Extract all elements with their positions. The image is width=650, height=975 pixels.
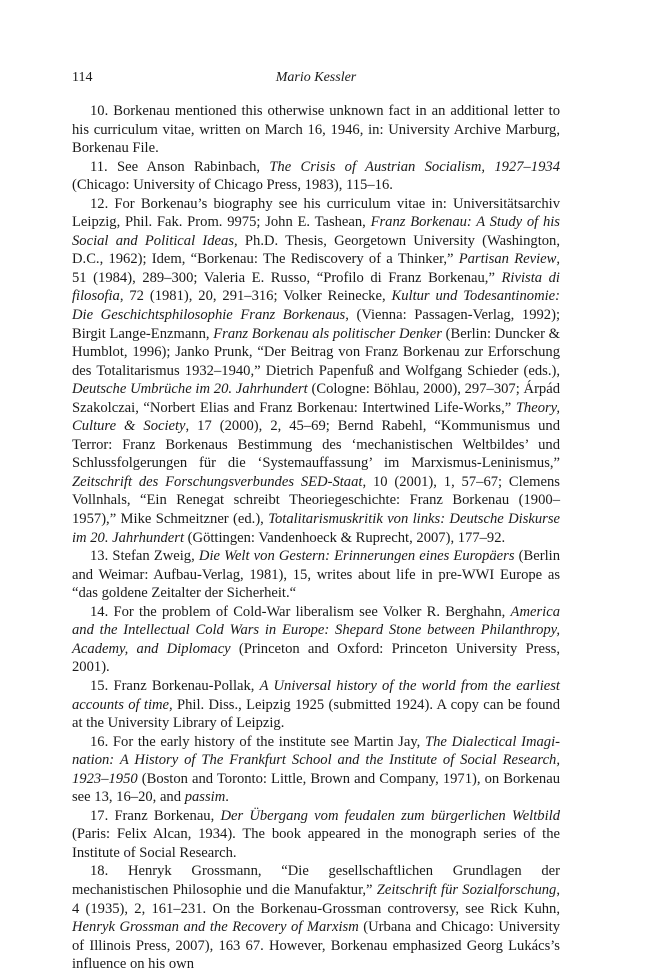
italic-title: passim — [184, 789, 226, 806]
note-text: , 51 (1984), 289–300; Valeria E. Russo, “Profilo di Franz Borkenau,” — [72, 251, 560, 286]
italic-title: The Crisis of Austrian Socialism, 1927–1934 — [269, 158, 560, 175]
note-text: 12. For Borkenau’s biography see his curriculum vitae in: Universitätsarchiv Leipzig, Phil. Fak. Prom. 9975; John E. Tashean, — [72, 195, 560, 231]
note-text: 14. For the problem of Cold-War liberalism see Volker R. Berghahn, — [90, 603, 511, 620]
note-text: (Boston and Toronto: Little, Brown and Company, 1971), on Borkenau see 13, 16–20, and — [72, 770, 560, 806]
note-text: (Princeton and Oxford: Princeton University Press, 2001). — [72, 640, 560, 676]
page-header — [72, 70, 560, 90]
note-text: . — [225, 789, 229, 806]
endnote-15 — [72, 677, 560, 733]
note-text: , Phil. Diss., Leipzig 1925 (submitted 1924). A copy can be found at the University Library of Leipzig. — [72, 696, 561, 732]
italic-title: Franz Borkenau: A Study of his Social and Political Ideas — [72, 214, 560, 249]
note-text: (Urbana and Chicago: University of Illinois Press, 2007), 163 67. However, Borkenau emphasized Georg Lukács’s influence on his own — [72, 919, 560, 973]
note-text: (Paris: Felix Alcan, 1934). The book appeared in the monograph series of the Institute of Social Research. — [72, 826, 560, 861]
endnote-13 — [72, 547, 560, 603]
note-text: 16. For the early history of the institute see Martin Jay, — [90, 733, 425, 750]
italic-title: Henryk Grossman and the Recovery of Marxism — [72, 919, 359, 936]
note-text: 10. Borkenau mentioned this otherwise unknown fact in an additional letter to his curriculum vitae, written on March 16, 1946, in: University Archive Marburg, Borkenau File. — [72, 103, 560, 157]
italic-title: Der Übergang vom feudalen zum bürgerlichen Weltbild — [220, 807, 560, 824]
italic-title: Totalitarismuskritik von links: Deutsche Diskurse im 20. Jahrhundert — [72, 511, 560, 546]
note-text: , 72 (1981), 20, 291–316; Volker Reinecke, — [119, 288, 392, 305]
endnote-11 — [72, 158, 560, 195]
note-text: 18. Henryk Grossmann, “Die gesellschaftlichen Grundlagen der mechanistischen Philosophie und die Manufaktur,” — [72, 863, 560, 898]
note-text: (Cologne: Böhlau, 2000), 297–307; Árpád Szakolczai, “Norbert Elias and Franz Borkenau: Intertwined Life-Works,” — [72, 381, 561, 416]
endnote-18 — [72, 862, 560, 973]
endnote-10 — [72, 102, 560, 158]
italic-title: Kultur und Todesantinomie: Die Geschichtsphilosophie Franz Borkenaus — [72, 288, 561, 324]
note-text: , (Vienna: Passagen-Verlag, 1992); Birgit Lange-Enzmann, — [72, 307, 560, 342]
note-text: , 10 (2001), 1, 57–67; Clemens Vollnhals, “Ein Renegat schreibt Theoriegeschichte: Franz Borkenau (1900–1957),” Mike Schmeitzner (ed.), — [72, 473, 560, 528]
note-text: , Ph.D. Thesis, Georgetown University (Washington, D.C., 1962); Idem, “Borkenau: The Rediscovery of a Thinker,” — [72, 232, 560, 268]
italic-title: Deutsche Umbrüche im 20. Jahrhundert — [72, 381, 308, 398]
italic-title: The Dialectical Imagination: A History of The Frankfurt School and the Institute of Social Research, 1923–1950 — [72, 733, 561, 787]
note-text: 15. Franz Borkenau-Pollak, — [90, 677, 260, 694]
endnotes — [72, 102, 560, 974]
note-text: 17. Franz Borkenau, — [90, 807, 221, 824]
italic-title: Rivista di filosofia — [72, 269, 560, 305]
note-text: (Chicago: University of Chicago Press, 1983), 115–16. — [72, 177, 393, 194]
italic-title: Zeitschrift des Forschungsverbundes SED-Staat — [72, 473, 363, 490]
italic-title: Partisan Review — [458, 251, 557, 268]
running-head: Mario Kessler — [275, 70, 357, 85]
note-text: , 17 (2000), 2, 45–69; Bernd Rabehl, “Kommunismus und Terror: Franz Borkenaus Bestimmung des ‘mechanistischen Weltbildes’ und Schlussfolgerungen für die ‘Systemauffassung’ im Marxismus-Leninismus,” — [72, 418, 560, 472]
italic-title: Zeitschrift für Sozialforschung — [376, 881, 557, 898]
endnote-12 — [72, 195, 560, 547]
note-text: , 4 (1935), 2, 161–231. On the Borkenau-Grossman controversy, see Rick Kuhn, — [72, 881, 560, 917]
italic-title: America and the Intellectual Cold Wars in Europe: Shepard Stone between Philanthropy, Academy, and Diplomacy — [72, 603, 560, 657]
italic-title: Theory, Culture & Society — [72, 399, 560, 435]
page-number: 114 — [72, 70, 93, 85]
endnote-17 — [72, 807, 560, 863]
italic-title: A Universal history of the world from the earliest accounts of time — [72, 677, 560, 713]
italic-title: Franz Borkenau als politischer Denker — [213, 325, 442, 342]
note-text: (Göttingen: Vandenhoeck & Ruprecht, 2007), 177–92. — [184, 529, 506, 546]
italic-title: Die Welt von Gestern: Erinnerungen eines Europäers — [198, 548, 515, 565]
endnote-14 — [72, 603, 560, 677]
note-text: 13. Stefan Zweig, — [90, 548, 199, 565]
endnote-16 — [72, 733, 560, 807]
note-text: (Berlin: Duncker & Humblot, 1996); Janko Prunk, “Der Beitrag von Franz Borkenau zur Erforschung des Totalitarismus 1932–1940,” Dietrich Papenfuß and Wolfgang Schieder (eds.), — [72, 325, 560, 379]
note-text: (Berlin and Weimar: Aufbau-Verlag, 1981), 15, writes about life in pre-WWI Europe as “das goldene Zeitalter der Sicherheit.“ — [72, 548, 560, 602]
note-text: 11. See Anson Rabinbach, — [90, 158, 270, 175]
